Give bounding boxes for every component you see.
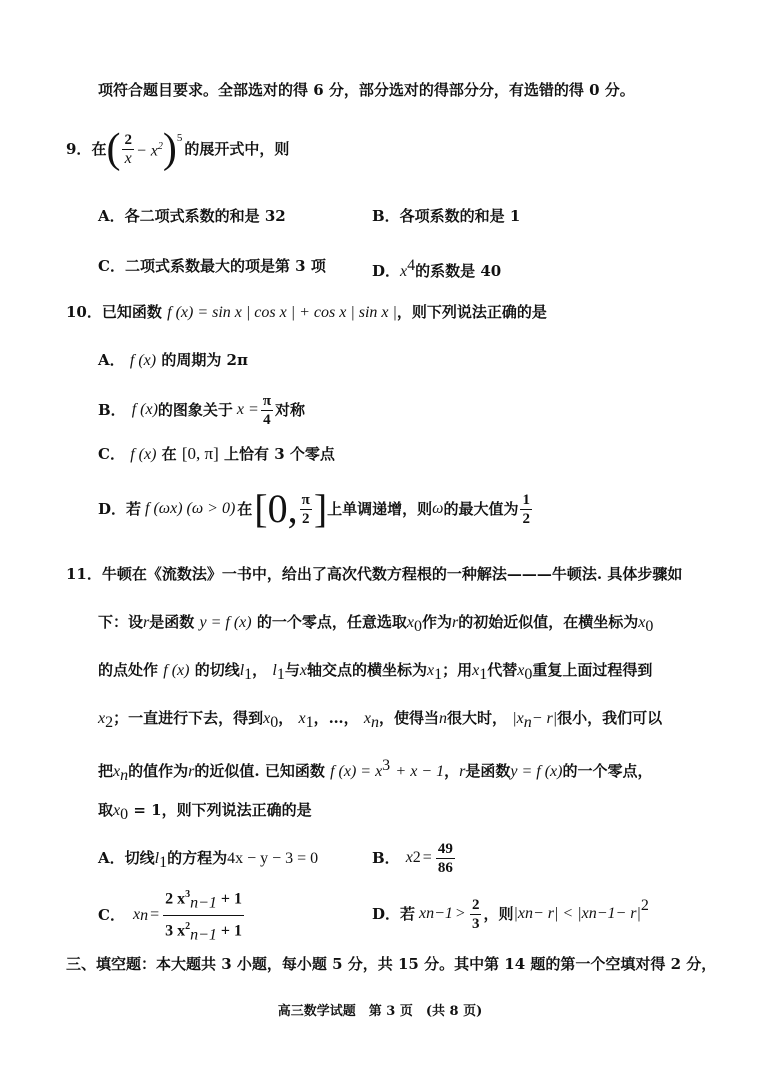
q10-option-d: D．若 f (ωx) (ω > 0) 在 [0, $\frac{\pi}{2}$ ] 上单调递增，则 ω 的最大值为 $\frac{1}{2}$: [98, 486, 530, 531]
fraction-pi-over-2: $\frac{\pi}{2}$: [301, 491, 310, 527]
q11-option-b: B． x 2 = $\frac{49}{86}$: [372, 840, 453, 876]
q10-option-c: C． f (x) 在 [0, π] 上恰有 3 个零点: [98, 444, 335, 463]
q9-option-a: A．各二项式系数的和是 32: [98, 207, 286, 225]
page-footer: 高三数学试题 第 3 页 (共 8 页): [277, 1004, 483, 1019]
question-11-line-2: 下：设r是函数 y = f (x) 的一个零点，任意选取$x_0$作为r的初始近似值，在横坐标为$x_0$: [98, 613, 654, 635]
question-10-stem: 10．已知函数 f (x) = sin x | cos x | + cos x | sin x |，则下列说法正确的是: [66, 303, 547, 321]
question-11-line-6: 取$x_0 = 1$，则下列说法正确的是: [98, 801, 312, 823]
question-11-line-1: 11．牛顿在《流数法》一书中，给出了高次代数方程根的一种解法———牛顿法. 具体步骤如: [66, 565, 683, 583]
fraction-49-over-86: $\frac{49}{86}$: [437, 840, 453, 876]
q9-option-b: B．各项系数的和是 1: [372, 207, 521, 225]
fraction-pi-over-4: $\frac{\pi}{4}$: [262, 392, 272, 428]
instruction-line: 项符合题目要求。全部选对的得 6 分，部分选对的得部分分，有选错的得 0 分。: [98, 81, 635, 99]
question-11-line-5: 把$x_n$的值作为r的近似值. 已知函数 f $(x) = x^3 + x - 1$，r是函数y = f (x)的一个零点，: [98, 757, 653, 784]
question-11-line-3: 的点处作 f (x) 的切线$l_1$， $l_1$与x轴交点的横坐标为$x_1$；用$x_1$代替$x_0$重复上面过程得到: [98, 661, 653, 683]
q11-option-d: D．若 x n−1 > $\frac{2}{3}$ ，则 |x n − r| < |x n−1 − r| 2: [372, 896, 649, 932]
fraction-2-over-x: $\frac{2}{x}$: [124, 131, 132, 167]
right-paren: ): [162, 126, 177, 172]
q11-option-a: A．切线$l_1$的方程为4x − y − 3 = 0: [98, 849, 319, 871]
question-11-line-4: $x_2$；一直进行下去，得到$x_0$， $x_1$，…， $x_n$，使得当n很大时， $|x_n- r|$很小，我们可以: [98, 709, 663, 731]
newton-iteration-fraction: $\frac{2 x^3_{n-1} + 1}{3 x^2_{n-1} + 1}$: [163, 884, 244, 946]
q11-option-c: C． x n = $\frac{2 x^3_{n-1} + 1}{3 x^2_{n-1} + 1}$: [98, 890, 246, 940]
q10-option-a: A． f (x) 的周期为 2π: [98, 351, 248, 369]
section-3-heading: 三、填空题：本大题共 3 小题，每小题 5 分，共 15 分。其中第 14 题的第一个空填对得 2 分，: [66, 955, 717, 973]
fraction-2-over-3: $\frac{2}{3}$: [471, 896, 480, 932]
q9-option-c: C．二项式系数最大的项是第 3 项: [98, 257, 326, 275]
fraction-one-half: $\frac{1}{2}$: [522, 491, 530, 527]
q10-option-b: B． f (x) 的图象关于 x = $\frac{\pi}{4}$ 对称: [98, 392, 306, 428]
q9-option-d: D．$x^4$的系数是 40: [372, 257, 502, 280]
question-9-stem: 9． 在 ( $\frac{2}{x}$ − $x^2$ ) $^5$ 的展开式中，则: [66, 126, 290, 172]
left-paren: (: [106, 126, 121, 172]
question-number: 10．: [66, 303, 102, 321]
question-number: 9．: [66, 140, 92, 158]
